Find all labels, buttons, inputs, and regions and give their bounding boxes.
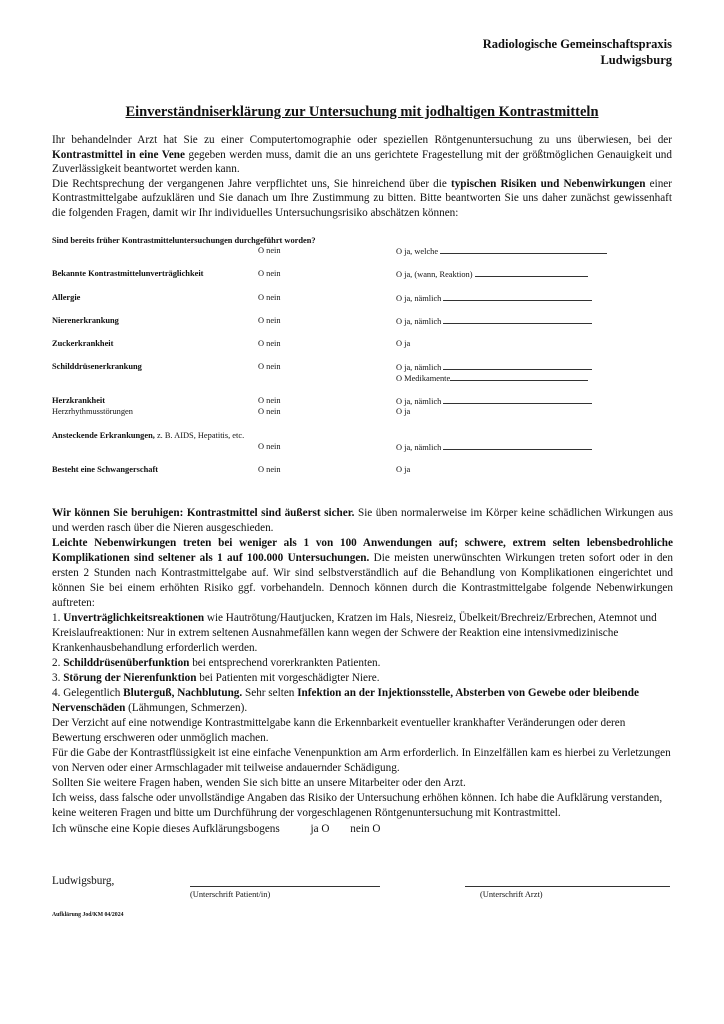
bold-span: Wir können Sie beruhigen: Kontrastmittel sind äußerst sicher.	[52, 507, 355, 519]
intro-bold-span: typischen Risiken und Nebenwirkungen	[450, 177, 646, 190]
list-item-1	[52, 611, 673, 656]
option-no[interactable]: O nein	[258, 442, 281, 451]
intro-text-span: Die Rechtsprechung der vergangenen Jahre verpflichtet uns, Sie hinreichend über die	[52, 177, 451, 190]
text-span: wie Hautrötung/Hautjucken, Kratzen im Hals, Niesreiz, Übelkeit/Brechreiz/Erbrechen, Atemnot und Kreislaufreaktionen: Nur in extrem seltenen Ausnahmefällen kann wegen der Schwere der Reaktion eine intensivmedizinische Krankenhausbehandlung erforderlich werden.	[52, 612, 657, 654]
patient-signature-line[interactable]	[190, 886, 380, 887]
question-label-allergy: Allergie	[52, 293, 81, 302]
option-no[interactable]: O nein	[258, 339, 281, 348]
intro-bold-span: Kontrastmittel in eine Vene	[52, 148, 185, 161]
question-label-arrhythmia: Herzrhythmusstörungen	[52, 407, 133, 416]
copy-request	[52, 823, 380, 835]
intro-paragraph-1	[52, 133, 672, 177]
bold-span: Unverträglichkeitsreaktionen	[63, 612, 205, 624]
text-span: bei entsprechend vorerkrankten Patienten.	[189, 657, 381, 669]
patient-signature-label: (Unterschrift Patient/in)	[190, 890, 271, 899]
option-yes[interactable]: O ja	[396, 465, 411, 474]
answer-line[interactable]	[443, 396, 592, 404]
answer-line[interactable]	[450, 373, 588, 381]
text-span: Sehr selten	[242, 687, 298, 699]
question-label-diabetes: Zuckerkrankheit	[52, 339, 114, 348]
option-yes[interactable]	[396, 246, 607, 257]
answer-line[interactable]	[443, 293, 592, 301]
option-yes-label: O ja, nämlich	[396, 317, 442, 326]
intro-text-span: einer Kontrastmittelgabe aufzuklären und Sie danach um Ihre Zustimmung zu bitten. Bitte beantworten Sie uns daher zunächst gewissenhaft die folgenden Fragen, damit wir Ihr individuelles Untersuchungsrisiko abschätzen können:	[52, 177, 672, 219]
text-span: 1.	[52, 612, 64, 624]
practice-name: Radiologische Gemeinschaftspraxis	[482, 37, 672, 51]
option-yes-label: O ja, (wann, Reaktion)	[396, 270, 473, 279]
list-item-4	[52, 686, 673, 716]
answer-line[interactable]	[475, 269, 588, 277]
option-no[interactable]: O nein	[258, 465, 281, 474]
waiver-paragraph: Der Verzicht auf eine notwendige Kontrastmittelgabe kann die Erkennbarkeit eventueller krankhafter Veränderungen oder deren Bewertung erschweren oder unmöglich machen.	[52, 717, 626, 744]
question-label-pregnancy: Besteht eine Schwangerschaft	[52, 465, 159, 474]
text-span: 3.	[52, 672, 64, 684]
intro-text-span: Ihr behandelnder Arzt hat Sie zu einer Computertomographie oder speziellen Röntgenuntersuchung zu uns überwiesen, bei der	[52, 134, 672, 146]
doctor-signature-line[interactable]	[465, 886, 670, 887]
bold-span: Schilddrüsenüberfunktion	[63, 657, 190, 669]
option-medication[interactable]	[396, 373, 588, 384]
doctor-signature-label: (Unterschrift Arzt)	[480, 890, 543, 899]
option-no[interactable]: O nein	[258, 246, 281, 255]
intro-paragraph-2	[52, 177, 672, 221]
option-no[interactable]: O nein	[258, 316, 281, 325]
place-label: Ludwigsburg,	[52, 875, 115, 887]
question-label-infectious	[52, 431, 244, 441]
option-yes[interactable]	[396, 362, 592, 373]
option-yes-label: O ja, nämlich	[396, 294, 442, 303]
option-no[interactable]: O nein	[258, 407, 281, 416]
option-yes-label: O ja, nämlich	[396, 443, 442, 452]
text-span: Sie üben normalerweise im Körper keine schädlichen Wirkungen aus und werden rasch über die Nieren ausgeschieden.	[52, 507, 673, 534]
option-no[interactable]: O nein	[258, 293, 281, 302]
option-no[interactable]: O nein	[258, 362, 281, 371]
question-label-previous-exams: Sind bereits früher Kontrastmitteluntersuchungen durchgeführt worden?	[52, 236, 316, 245]
document-title: Einverständniserklärung zur Untersuchung mit jodhaltigen Kontrastmitteln	[125, 104, 599, 120]
option-yes[interactable]	[396, 269, 588, 280]
option-yes-label: O ja, nämlich	[396, 397, 442, 406]
bold-span: Infektion an der Injektionsstelle, Absterben von Gewebe oder bleibende Nervenschäden	[52, 687, 639, 714]
intro-text	[52, 133, 672, 221]
question-label-thyroid: Schilddrüsenerkrankung	[52, 362, 142, 371]
answer-line[interactable]	[440, 246, 607, 254]
option-yes[interactable]	[396, 316, 592, 327]
answer-line[interactable]	[443, 362, 592, 370]
option-yes[interactable]	[396, 442, 592, 453]
text-span: bei Patienten mit vorgeschädigter Niere.	[196, 672, 380, 684]
form-code: Aufklärung Jod/KM 04/2024	[52, 912, 124, 918]
option-no[interactable]: O nein	[258, 396, 281, 405]
text-span: (Lähmungen, Schmerzen).	[125, 702, 248, 714]
copy-yes-option[interactable]: ja O	[310, 823, 330, 835]
safety-paragraph	[52, 506, 673, 536]
answer-line[interactable]	[443, 442, 592, 450]
consent-paragraph: Ich weiss, dass falsche oder unvollständige Angaben das Risiko der Untersuchung erhöhen können. Ich habe die Aufklärung verstanden, keine weiteren Fragen und bitte um Durchführung der vorgeschlagenen Röntgenuntersuchung mit Kontrastmittel.	[52, 792, 663, 819]
question-label-intolerance: Bekannte Kontrastmittelunverträglichkeit	[52, 269, 204, 278]
question-label-heart: Herzkrankheit	[52, 396, 106, 405]
side-effects-paragraph	[52, 536, 673, 611]
option-yes-label: O ja, nämlich	[396, 363, 442, 372]
question-bold-part: Ansteckende Erkrankungen,	[52, 431, 155, 440]
option-yes[interactable]: O ja	[396, 407, 411, 416]
practice-city: Ludwigsburg	[600, 53, 672, 67]
bold-span: Leichte Nebenwirkungen treten bei weniger als 1 von 100 Anwendungen auf; schwere, extrem selten lebensbedrohliche Komplikationen sind seltener als 1 auf 100.000 Untersuchungen.	[52, 537, 673, 564]
practice-header	[483, 36, 672, 68]
bold-span: Störung der Nierenfunktion	[63, 672, 197, 684]
copy-no-option[interactable]: nein O	[350, 823, 381, 835]
option-yes-label: O ja, welche	[396, 247, 439, 256]
text-span: 4. Gelegentlich	[52, 687, 124, 699]
question-label-kidney: Nierenerkrankung	[52, 316, 119, 325]
list-item-3	[52, 671, 673, 686]
question-tail-part: z. B. AIDS, Hepatitis, etc.	[154, 431, 245, 440]
questions-paragraph: Sollten Sie weitere Fragen haben, wenden Sie sich bitte an unsere Mitarbeiter oder den Arzt.	[52, 777, 466, 789]
option-yes[interactable]	[396, 396, 592, 407]
option-yes[interactable]	[396, 293, 592, 304]
copy-request-label: Ich wünsche eine Kopie dieses Aufklärungsbogens	[52, 823, 280, 835]
information-text	[52, 506, 673, 821]
option-medication-label: O Medikamente	[396, 374, 451, 383]
text-span: Die meisten unerwünschten Wirkungen treten sofort oder in den ersten 2 Stunden nach Kontrastmittelgabe auf. Wir sind selbstverständlich auf die Behandlung von Komplikationen eingerichtet und können Sie bei einem erhöhten Risiko ggf. vorbehandeln. Dennoch können durch die Kontrastmittelgabe folgende Nebenwirkungen auftreten:	[52, 552, 673, 609]
answer-line[interactable]	[443, 316, 592, 324]
text-span: 2.	[52, 657, 64, 669]
intro-text-span: gegeben werden muss, damit die an uns gerichtete Fragestellung mit der größtmöglichen Genauigkeit und Zuverlässigkeit beantwortet werden kann.	[52, 148, 672, 176]
option-no[interactable]: O nein	[258, 269, 281, 278]
option-yes[interactable]: O ja	[396, 339, 411, 348]
puncture-paragraph: Für die Gabe der Kontrastflüssigkeit ist eine einfache Venenpunktion am Arm erforderlich. In Einzelfällen kam es hierbei zu Verletzungen von Nerven oder einer Armschlagader mit teilweise andauernder Schädigung.	[52, 747, 671, 774]
bold-span: Bluterguß, Nachblutung.	[123, 687, 243, 699]
list-item-2	[52, 656, 673, 671]
